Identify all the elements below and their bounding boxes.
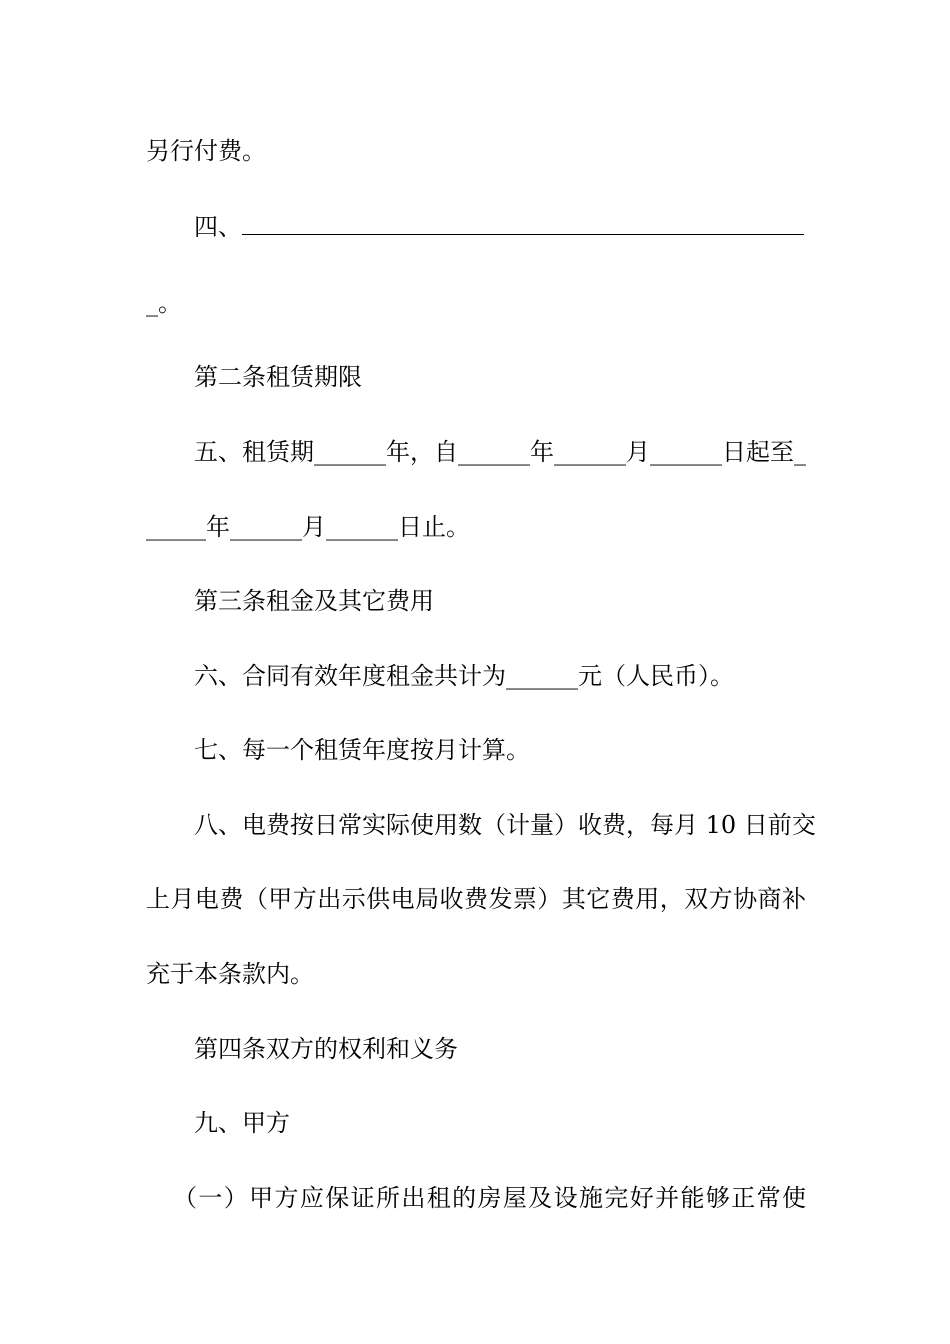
paragraph-line: _。 <box>146 289 182 317</box>
paragraph-line: （一）甲方应保证所出租的房屋及设施完好并能够正常使 <box>173 1184 806 1212</box>
paragraph-line: 上月电费（甲方出示供电局收费发票）其它费用，双方协商补 <box>146 885 806 913</box>
paragraph-line: _____年______月______日止。 <box>146 513 470 541</box>
section-heading: 第三条租金及其它费用 <box>194 587 434 615</box>
paragraph-line: 另行付费。 <box>146 137 266 165</box>
clause-4-line <box>194 212 806 242</box>
clause-4-label: 四、 <box>194 213 242 241</box>
section-heading: 第二条租赁期限 <box>194 363 362 391</box>
section-heading: 第四条双方的权利和义务 <box>194 1035 458 1063</box>
paragraph-line: 六、合同有效年度租金共计为______元（人民币）。 <box>194 662 734 690</box>
paragraph-line: 八、电费按日常实际使用数（计量）收费，每月 10 日前交 <box>194 811 816 839</box>
paragraph-line: 七、每一个租赁年度按月计算。 <box>194 736 530 764</box>
paragraph-line: 五、租赁期______年，自______年______月______日起至_ <box>194 438 806 466</box>
paragraph-line: 充于本条款内。 <box>146 960 314 988</box>
fill-in-blank <box>242 212 804 235</box>
paragraph-line: 九、甲方 <box>194 1109 290 1137</box>
